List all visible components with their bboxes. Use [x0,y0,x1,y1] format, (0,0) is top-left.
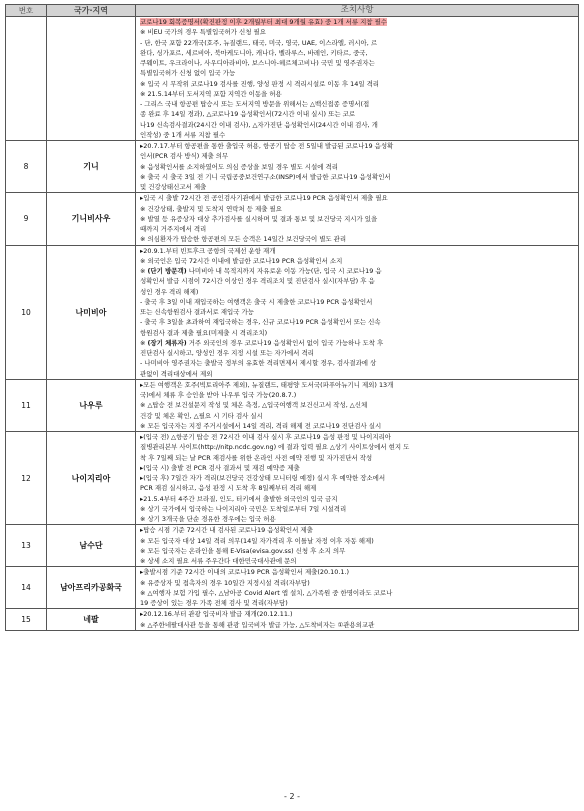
measure-line: ※ 21.5.14부터 도서지역 포함 지역간 이동을 허용 [140,89,282,98]
measures-cell [136,379,579,431]
measure-line: ▸탑승 시점 기준 72시간 내 검사된 코로나19 음성확인서 제출 [140,526,313,535]
row-number: 12 [6,432,47,525]
measure-line: 건강 및 체온 확인, △필요 시 기타 검사 실시 [140,411,263,420]
measure-line: 19 증상이 있는 경우 가족 전체 검사 및 격리(자부담) [140,599,288,607]
table-header-row [6,5,579,17]
measure-line: 진단검사 실시하고, 양성인 경우 지정 시설 또는 자가에서 격리 [140,349,314,357]
measure-line: 또는 신속항원검사 결과서로 재입국 가능 [140,308,254,316]
measure-line: ※ 상기 3개국을 단순 경유한 경우에는 입국 허용 [140,515,276,523]
country-name: 네팔 [47,609,136,631]
measure-line: ※ 발열 등 유증상자 대상 추가검사를 실시하며 및 결과 통보 및 보건당국 지시가 있을 [140,214,378,223]
table-row [6,567,579,609]
page-number: - 2 - [284,792,300,801]
measure-line: ※ 입국 시 무작위 코로나19 검사를 진행, 양성 판정 시 격리시설로 이동 후 14일 격리 [140,79,380,88]
measure-line: 성확인서 발급 시점이 72시간 이상인 경우 격리조치 및 진단검사 실시(자부담) 후 음 [140,277,375,286]
measure-line: ※ 음성확인서를 소지하였어도 의심 증상을 보일 경우 별도 시설에 격리 [140,162,338,171]
row-number: 15 [6,609,47,631]
measure-line: ※ 상기 국가에서 입국하는 나이지리아 국민은 도착일로부터 7일 시설격리 [140,504,347,513]
measure-line: ▸(입국 전) △항공기 탑승 전 72시간 이내 검사 실시 후 코로나19 음성 판정 및 나이지리아 [140,433,392,441]
table-row [6,245,579,379]
table-row [6,193,579,245]
row-number: 11 [6,379,47,431]
measure-line [140,17,575,27]
measures-cell [136,525,579,567]
measure-line: 질병관리본부 사이트(http://nitp.ncdc.gov.ng) 에 결과 입력 필요 △상기 사이트상에서 현지 도 [140,443,410,452]
measure-line: 및 건강상태신고서 제출 [140,183,207,191]
highlighted-text: 코로나19 회복증명서(확진판정 이후 2개월부터 최대 9개월 유효) 중 1개 서류 지참 필수 [140,18,388,26]
table-row [6,609,579,631]
header-no: 번호 [6,5,47,17]
measure-line: - 출국 후 3일을 초과하여 재입국하는 경우, 신규 코로나19 PCR 음성확인서 또는 신속 [140,318,381,327]
measure-line: ▸(입국 시) 출발 전 PCR 검사 결과서 및 재검 예약증 제출 [140,463,300,472]
row-number: 10 [6,245,47,379]
measures-cell [136,193,579,245]
measures-cell [136,141,579,193]
measure-line: ※ 상세 소지 필요 서류 주우간다 대한민국대사관에 문의 [140,557,297,565]
measure-line [140,338,575,348]
measure-line: ※ 비EU 국가의 경우 특별입국허가 신청 필요 [140,28,266,37]
country-name: 기니비사우 [47,193,136,245]
table-row [6,432,579,525]
row-number: 14 [6,567,47,609]
measure-line: ※ 출국 시 출국 3일 전 기니 국립공중보건연구소(INSP)에서 발급한 코로나19 음성확인서 [140,172,391,181]
row-number: 13 [6,525,47,567]
measure-line: 인작성) 중 1개 서류 지참 필수 [140,130,226,139]
country-name: 남아프리카공화국 [47,567,136,609]
table-row [6,379,579,431]
measures-cell [136,567,579,609]
measure-line: ※ 모든 입국자는 온라인을 통해 E-Visa(evisa.gov.ss) 신청 후 소지 의무 [140,546,346,555]
measure-line: ※ 모든 입국자는 지정 주거시설에서 14일 격리, 격리 해제 전 코로나19 진단검사 실시 [140,421,382,430]
table-row [6,17,579,141]
measure-line: ▸20.12.16.부터 관광 입국비자 발급 재개(20.12.11.) [140,610,293,619]
measure-line: ▸21.5.4부터 4주간 브라질, 인도, 터키에서 출발한 외국인의 입국 금지 [140,494,338,503]
measure-line: ※ 의심환자가 탑승한 항공편의 모든 승객은 14일간 보건당국이 별도 관리 [140,235,347,244]
table-row [6,141,579,193]
country-name: 기니 [47,141,136,193]
measure-line: ※ △주한네팔대사관 등을 통해 관광 입국비자 발급 가능, △도착비자는 ①관용외교관 [140,620,375,629]
measures-cell [136,245,579,379]
measure-line: ※ 유증상자 및 접촉자의 경우 10일간 지정시설 격리(자부담) [140,578,310,587]
measure-line: 성인 경우 격리 해제) [140,287,199,296]
measure-line [140,266,575,276]
measure-line: 착 후 7일째 되는 날 PCR 재검사를 위한 온라인 사전 예약 진행 및 자가진단서 작성 [140,453,373,462]
bold-term: (단기 방문객) [147,267,187,275]
country-name: 나우루 [47,379,136,431]
row-number: 8 [6,141,47,193]
measure-line: ▸모든 여행객은 호주(빅토리아주 제외), 뉴질랜드, 태평양 도서국(파푸아뉴기니 제외) 13개 [140,380,394,389]
row-number: 9 [6,193,47,245]
measures-cell [136,432,579,525]
measure-line: - 단, 한국 포함 22개국(호주, 뉴질랜드, 태국, 미국, 영국, UAE, 이스라엘, 러시아, 르 [140,38,378,47]
measure-line: 관없이 격리대상에서 제외 [140,369,213,378]
measure-line: 특별입국허가 신청 없이 입국 가능 [140,69,236,78]
measure-line: 항원검사 결과 제출 필요(미제출 시 격리조치) [140,328,268,337]
measures-table [5,4,579,631]
measures-cell [136,609,579,631]
bold-term: (장기 체류자) [147,338,187,347]
measure-line: ※ 모든 입국자 대상 14일 격리 의무(14일 자가격리 후 이틀날 자정 이후 자동 해제) [140,536,374,545]
measure-line: ※ △여행자 보험 가입 필수, △남아공 Covid Alert 앱 설치, △가족원 중 한명이라도 코로나 [140,588,393,597]
header-country: 국가·지역 [47,5,136,17]
measure-line: 나19 신속검사결과(24시간 이내 검사), △자가진단 음성확인서(24시간 이내 검사, 개 [140,120,378,129]
country-name [47,17,136,141]
country-name: 나미비아 [47,245,136,379]
measure-line: 국)에서 체류 후 승인을 받아 나우루 입국 가능(20.8.7.) [140,391,297,399]
line-suffix: 거주 외국인의 경우 코로나19 음성확인서 없이 입국 가능하나 도착 후 [186,338,384,347]
measure-line: 인서(PCR 검사 방식) 제출 의무 [140,152,229,161]
country-name: 나이지리아 [47,432,136,525]
measure-line: ※ 외국인은 입국 72시간 이내에 발급한 코로나19 PCR 음성확인서 소지 [140,256,343,265]
line-prefix: ※ [140,267,148,275]
measure-line: 때까지 거주지에서 격리 [140,225,207,233]
measure-line: ▸20.9.1.부터 빈트후크 공항의 국제선 운항 재개 [140,246,276,255]
row-number [6,17,47,141]
measure-line: ※ 건강상태, 출발지 및 도착지 연락처 등 제출 필요 [140,204,282,213]
measure-line: ※ △탑승 전 보건설문지 작성 및 체온 측정, △입국여행객 보건신고서 작성, △신체 [140,401,368,410]
line-prefix: ※ [140,338,148,347]
page [5,4,579,631]
measure-line: - 그리스 국내 항공편 탑승시 또는 도서지역 방문을 위해서는 △백신접종 증명서(접 [140,100,370,108]
line-suffix: 나미비아 내 목적지까지 자유로운 이동 가능(단, 입국 시 코로나19 음 [186,267,382,275]
measure-line: 완다, 싱가포르, 세르비아, 북마케도니아, 캐나다, 벨라루스, 바레인, 키타르, 중국, [140,48,368,57]
measure-line: - 나미비아 영주권자는 출발국 정부의 유효한 격리면제서 제시할 경우, 검사결과에 상 [140,359,377,368]
measure-line: 쿠웨이트, 우크라이나, 사우디아라비아, 보스니아-헤르체고비나) 국민 및 영주권자는 [140,59,375,67]
table-body [6,17,579,631]
measure-line: ▸(입국 후) 7일간 자가 격리(보건당국 건강상태 모니터링 예정) 실시 후 예약한 장소에서 [140,474,386,482]
measure-line: - 출국 후 3일 이내 재입국하는 여행객은 출국 시 제출한 코로나19 PCR 음성확인서 [140,297,373,306]
measure-line: 종 완료 후 14일 경과), △코로나19 음성확인서(72시간 이내 실시) 또는 코로 [140,110,356,119]
country-name: 남수단 [47,525,136,567]
measure-line: ▸입국 시 출발 72시간 전 공인검사기관에서 발급한 코로나19 PCR 음성확인서 제출 필요 [140,194,388,203]
measure-line: PCR 재검 실시하고, 음성 판정 시 도착 후 8일째부터 격리 해제 [140,484,317,493]
measure-line: ▸20.7.17.부터 항공편을 통한 출입국 허용, 항공기 탑승 전 5일내 발급된 코로나19 음성확 [140,142,394,150]
header-measures: 조치사항 [136,5,579,17]
table-row [6,525,579,567]
measure-line: ▸출발시점 기준 72시간 이내의 코로나19 PCR 음성확인서 제출(20.10.1.) [140,568,350,577]
measures-cell [136,17,579,141]
